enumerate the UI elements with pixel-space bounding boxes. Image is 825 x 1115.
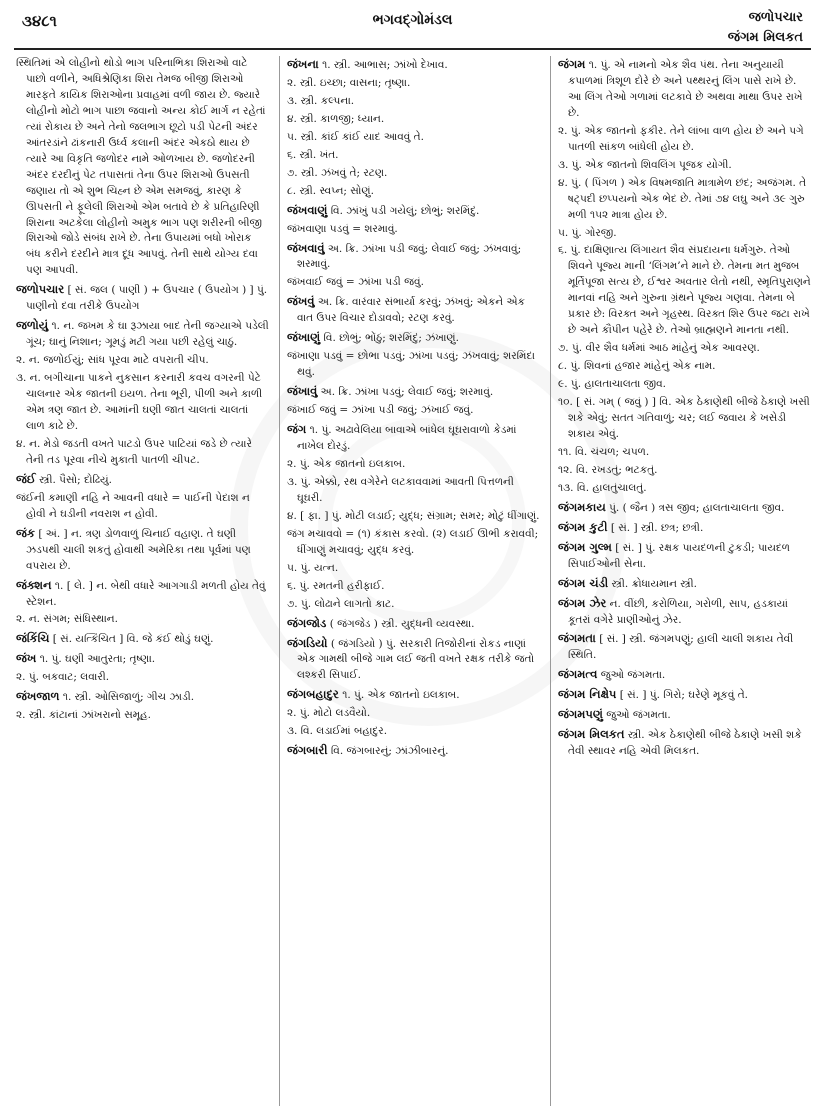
dictionary-entry — [558, 359, 811, 375]
dictionary-entry — [287, 148, 540, 164]
entry-definition: ૩. પું. એક્કો, રથ વગેરેને લટકાવવામાં આવતી પિત્તળની ઘૂઘરી. — [287, 475, 514, 504]
entry-headword: જંગમ કુટી — [558, 519, 608, 534]
entry-headword: જંગબહાદુર — [287, 687, 339, 702]
dictionary-entry — [558, 243, 811, 339]
dictionary-entry — [558, 481, 811, 497]
entry-headword: જંગમકાય — [558, 499, 606, 514]
dictionary-entry — [16, 630, 269, 648]
entry-headword: જંખવું — [287, 294, 315, 309]
dictionary-entry — [287, 329, 540, 347]
dictionary-entry — [287, 112, 540, 128]
dictionary-entry — [558, 519, 811, 537]
dictionary-entry — [287, 686, 540, 704]
dictionary-entry — [287, 706, 540, 722]
entry-definition: ૧૩. વિ. હાલતુંચાલતું. — [558, 481, 647, 494]
column-3 — [550, 56, 811, 1106]
entry-definition: ૮. સ્ત્રી. સ્વપ્ન; સોણું. — [287, 184, 374, 197]
entry-headword: જંગમ મિલકત — [558, 727, 625, 742]
entry-definition: જંખાણા પડવું = છોભા પડવું; ઝાંખા પડવું; ઝંખવાવું; શરમિંદા થવું. — [287, 350, 535, 379]
entry-definition: સ્ત્રી. ક્રોધાયમાન સ્ત્રી. — [611, 577, 697, 590]
entry-definition: [ સં. ] પું. ગિરો; ઘરેણે મૂકવું તે. — [619, 689, 749, 702]
entry-headword: જંખવાવું — [287, 240, 325, 255]
column-1 — [16, 56, 269, 1106]
entry-headword: જંગમ ચંડી — [558, 575, 609, 590]
entry-headword: જંકિંચિ — [16, 631, 50, 646]
entry-headword: જંગજોડ — [287, 615, 327, 630]
entry-definition: ૩. વિ. લડાઈમાં બહાદુર. — [287, 725, 388, 738]
entry-definition: ૨. ન. જળોઈયું; સાંધ પૂરવા માટે વપરાતી ચીપ. — [16, 354, 209, 367]
entry-headword: જંખાવું — [287, 384, 318, 399]
dictionary-entry — [558, 726, 811, 760]
entry-definition: જુઓ જંગમતા. — [606, 709, 671, 722]
entry-definition: ૬. સ્ત્રી. ખંત. — [287, 148, 339, 161]
dictionary-entry — [558, 539, 811, 573]
dictionary-entry — [287, 457, 540, 473]
entry-definition: ન. વીંછી, કરોળિયા, ગરોળી, સાપ, હડકાયાં કૂતરાં વગેરે પ્રાણીઓનું ઝેર. — [568, 597, 788, 626]
dictionary-entry — [16, 371, 269, 435]
dictionary-entry — [16, 491, 269, 523]
dictionary-entry — [16, 688, 269, 706]
dictionary-entry — [16, 56, 269, 279]
entry-headword: જંખજાળ — [16, 689, 60, 704]
entry-definition: ૮. પું. શિવનાં હજાર માંહેનું એક નામ. — [558, 360, 716, 373]
dictionary-entry — [558, 706, 811, 724]
dictionary-entry — [287, 130, 540, 146]
dictionary-entry — [558, 124, 811, 156]
entry-definition: જંગ મચાવવો = (૧) કંકાસ કરવો. (૨) લડાઈ ઊભી કરાવવી; ધીંગાણું મચાવવું; યુદ્ધ કરવું. — [287, 527, 539, 556]
entry-definition: ૨. પું. એક જાતનો ફકીર. તેને લાંબા વાળ હોય છે અને પગે પાતળી સાંકળ બાંધેલી હોય છે. — [558, 124, 804, 153]
entry-definition: [ સં. યત્કિંચિત ] વિ. જે કંઈ થોડું ઘણું. — [52, 633, 214, 646]
entry-definition: ૭. પું. લોઢાને લાગતો કાટ. — [287, 597, 395, 610]
entry-headword: જળોયું — [16, 318, 49, 333]
entry-headword: જંગમ — [558, 57, 586, 71]
dictionary-entry — [558, 575, 811, 593]
entry-definition: [ સં. ] સ્ત્રી. જંગમપણું; હાલી ચાલી શકાય તેવી સ્થિતિ. — [568, 633, 794, 662]
dictionary-entry — [558, 630, 811, 664]
dictionary-entry — [558, 226, 811, 242]
dictionary-entry — [16, 650, 269, 668]
entry-headword: જંખના — [287, 57, 319, 71]
dictionary-entry — [287, 383, 540, 401]
entry-definition: [ સં. જલ ( પાણી ) + ઉપચાર ( ઉપયોગ ) ] પું. પાણીનો દવા તરીકે ઉપયોગ — [26, 284, 268, 313]
entry-definition: ૫. પું. યત્ન. — [287, 561, 339, 574]
running-head: ભગવદ્ગોમંડલ — [372, 12, 453, 28]
dictionary-entry — [287, 724, 540, 740]
entry-definition: જંઈની કમાણી નહિ ને આવની વધારે = પાઈની પેદાશ ન હોવી ને ઘડીની નવરાશ ન હોવી. — [16, 491, 250, 520]
page-header — [12, 6, 813, 50]
dictionary-entry — [558, 377, 811, 393]
dictionary-entry — [558, 395, 811, 443]
header-rule — [14, 48, 811, 50]
entry-headword: જંગમ નિક્ષેપ — [558, 687, 617, 702]
entry-headword: જંક્શન — [16, 577, 52, 592]
entry-headword: જંખવાણું — [287, 202, 328, 217]
entry-definition: ૧. પું. ઘણી આતુરતા; તૃષ્ણા. — [39, 653, 156, 666]
entry-headword: જંગમપણું — [558, 707, 603, 722]
dictionary-entry — [287, 94, 540, 110]
entry-definition: જુઓ જંગમતા. — [600, 669, 666, 682]
dictionary-entry — [287, 240, 540, 274]
entry-headword: જંગબારી — [287, 743, 328, 758]
entry-definition: સ્ત્રી. પૈસો; દોઢિયું. — [39, 473, 112, 486]
guide-word-last: જંગમ મિલકત — [727, 30, 803, 45]
dictionary-entry — [287, 615, 540, 633]
dictionary-entry — [16, 317, 269, 351]
entry-definition: ૨. પું. મોટો લડવૈયો. — [287, 707, 371, 720]
dictionary-entry — [287, 561, 540, 577]
entry-definition: ૧૦. [ સં. ગમ્ ( જવું ) ] વિ. એક ઠેકાણેથી બીજે ઠેકાણે ખસી શકે એવું; સતત ગતિવાળું; ચર; લઈ જવાય કે ખસેડી શકાય એવું. — [558, 396, 810, 440]
entry-definition: ૧. પું. અઢાવેલિયા બાવાએ બાંધેલ ઘૂઘરાવાળો કેડમાં નાખેલ દોરડું. — [297, 424, 517, 453]
entry-definition: ૧. [ લે. ] ન. બેથી વધારે આગગાડી મળતી હોય તેવું સ્ટેશન. — [26, 579, 266, 608]
column-2 — [279, 56, 540, 1106]
entry-definition: વિ. જંગબારનું; ઝાંઝીબારનું. — [330, 745, 449, 758]
dictionary-entry — [558, 158, 811, 174]
entry-definition: અ. ક્રિ. ઝાંખા પડવું; લેવાઈ જવું; શરમાવું. — [320, 386, 494, 399]
entry-definition: ૬. પું. દાક્ષિણાત્ય લિંગાયત શૈવ સંપ્રદાયના ધર્મગુરુ. તેઓ શિવને પૂજ્ય માની ‘લિંગમ’ને માને છે. તેમના મત મુજબ મૂર્તિપૂજા સત્ય છે, ઈશ્વર અવતાર લેતો નથી, સ્મૃતિપુરાણને માનવાં નહિ અને ગુરુના ગ્રંથને પૂજ્ય ગણવા. તેમના બે પ્રકાર છે: વિરક્ત અને ગૃહસ્થ. વિરક્ત શિર ઉપર જટા રાખે છે અને કૌપીન પહેરે છે. તેઓ બ્રાહ્મણને માનતા નથી. — [558, 244, 811, 337]
dictionary-entry — [16, 708, 269, 724]
entry-headword: જળોપચાર — [16, 282, 65, 297]
entry-definition: ૫. પું. ગોરજી. — [558, 226, 617, 239]
entry-headword: જંક — [16, 525, 35, 540]
entry-definition: ૫. સ્ત્રી. કાંઈ કાંઈ યાદ આવવું તે. — [287, 130, 424, 143]
entry-headword: જંગ — [287, 422, 307, 437]
entry-definition: [ સં. ] સ્ત્રી. છત્ર; છત્રી. — [610, 521, 704, 534]
entry-headword: જંગડિયો — [287, 635, 328, 650]
entry-definition: અ. ક્રિ. વારંવાર સંભાર્યા કરવું; ઝંખવું; એકને એક વાત ઉપર વિચાર દોડાવવો; રટણ કરવું. — [297, 296, 525, 325]
entry-definition: જંખવાઈ જવું = ઝાંખા પડી જવું. — [287, 276, 424, 289]
dictionary-entry — [287, 222, 540, 238]
dictionary-entry — [16, 437, 269, 469]
dictionary-entry — [287, 579, 540, 595]
dictionary-entry — [287, 293, 540, 327]
dictionary-entry — [16, 281, 269, 315]
entry-definition: ૧. પું. એક જાતનો ઇલકાબ. — [342, 689, 460, 702]
dictionary-entry — [16, 612, 269, 628]
entry-headword: જંગમતા — [558, 631, 596, 646]
entry-headword: જંઈ — [16, 471, 36, 486]
entry-definition: ૧૨. વિ. રખડતું; ભટકતું. — [558, 463, 658, 476]
entry-headword: જંખ — [16, 651, 37, 666]
dictionary-entry — [287, 349, 540, 381]
entry-definition: જંખાઈ જવું = ઝાંખા પડી જવું; ઝંખાઈ જવું. — [287, 404, 474, 417]
entry-definition: ૭. પું. વીર શૈવ ધર્મમાં આઠ માંહેનું એક આવરણ. — [558, 342, 760, 355]
entry-definition: ૩. ન. બગીચાના પાકને નુકસાન કરનારી કવચ વગરની પેટે ચાલનાર એક જાતની ઇયળ. તેના ભૂરી, પીળી અને કાળી એમ ત્રણ જાત છે. આમાંની ઘણી જાત ચાલતાં ચાલતાં લાળ કાઢે છે. — [16, 372, 263, 432]
entry-definition: ૩. સ્ત્રી. કલ્પના. — [287, 94, 355, 107]
dictionary-entry — [287, 202, 540, 220]
entry-definition: ૪. સ્ત્રી. કાળજી; ધ્યાન. — [287, 112, 385, 125]
entry-definition: ( જંગજેડ ) સ્ત્રી. યુદ્ધની વ્યવસ્થા. — [329, 617, 475, 630]
entry-definition: વિ. ઝાંખું પડી ગયેલું; છોભું; શરમિંદું. — [330, 204, 480, 217]
dictionary-entry — [558, 445, 811, 461]
dictionary-entry — [558, 499, 811, 517]
dictionary-entry — [558, 595, 811, 629]
entry-headword: જંગમ ગુલ્મ — [558, 539, 612, 554]
entry-definition: પું. ( જૈન ) ત્રસ જીવ; હાલતાચાલતા જીવ. — [609, 501, 785, 514]
dictionary-entry — [16, 670, 269, 686]
columns-container — [16, 56, 811, 1106]
dictionary-entry — [287, 275, 540, 291]
dictionary-entry — [287, 403, 540, 419]
dictionary-entry — [16, 525, 269, 575]
entry-definition: અ. ક્રિ. ઝાંખા પડી જવું; લેવાઈ જવું; ઝંખવાવું; શરમાવું. — [297, 242, 522, 271]
entry-definition: જંખવાણા પડવું = શરમાવું. — [287, 222, 398, 235]
dictionary-entry — [16, 471, 269, 489]
dictionary-entry — [287, 509, 540, 525]
guide-word-first: જળોપચાર — [748, 10, 803, 25]
dictionary-entry — [287, 742, 540, 760]
entry-definition: [ સં. ] પું. રક્ષક પાયદળની ટુકડી; પાયદળ સિપાઈઓની સેના. — [568, 541, 790, 570]
entry-definition: ૩. પું. એક જાતનો શિવલિંગ પૂજક યોગી. — [558, 158, 732, 171]
entry-definition: ૭. સ્ત્રી. ઝંખવું તે; રટણ. — [287, 166, 388, 179]
dictionary-entry — [287, 184, 540, 200]
entry-definition: ૧. ન. જખમ કે ઘા રૂઝાયા બાદ તેની જગ્યાએ પડેલી ગૂંચ; ઘાનું નિશાન; ગૂમડું મટી ગયા પછી રહેલું ચાઠું. — [26, 320, 269, 349]
entry-definition: ૧. સ્ત્રી. આભાસ; ઝાંખો દેખાવ. — [322, 59, 448, 71]
entry-headword: જંગમત્વ — [558, 667, 598, 682]
dictionary-entry — [16, 353, 269, 369]
entry-definition: ૪. [ ફા. ] પું. મોટી લડાઈ; યુદ્ધ; સંગ્રામ; સમર; મોટું ધીંગાણું. — [287, 509, 540, 522]
entry-definition: [ અં. ] ન. ત્રણ ડોળવાળું ચિનાઈ વહાણ. તે ઘણી ઝડપથી ચાલી શકતું હોવાથી અમેરિકા તથા પૂર્વમાં પણ વપરાય છે. — [26, 527, 251, 572]
dictionary-entry — [287, 527, 540, 559]
dictionary-entry — [287, 421, 540, 455]
dictionary-entry — [287, 76, 540, 92]
entry-definition: ૨. સ્ત્રી. કાંટાનાં ઝાંખરાનો સમૂહ. — [16, 709, 151, 722]
dictionary-entry — [287, 475, 540, 507]
entry-definition: ૪. ન. મેડો જડતી વખતે પાટડો ઉપર પાટિયાં જડે છે ત્યારે તેની તડ પૂરવા નીચે મુકાતી પાતળી ચીપટ. — [16, 437, 252, 466]
dictionary-entry — [287, 56, 540, 74]
dictionary-entry — [16, 577, 269, 611]
entry-definition: ૧. પું. એ નામનો એક શૈવ પંથ. તેના અનુયાયી કપાળમાં ત્રિશૂળ દોરે છે અને પથ્થરનું લિંગ પાસે રાખે છે. આ લિંગ તેઓ ગળામાં લટકાવે છે અથવા માથા ઉપર રાખે છે. — [568, 59, 803, 119]
dictionary-entry — [558, 341, 811, 357]
entry-definition: ૨. પું. એક જાતનો ઇલકાબ. — [287, 457, 406, 470]
entry-definition: ૨. પું. બકવાટ; લવારી. — [16, 671, 110, 684]
dictionary-entry — [558, 176, 811, 224]
dictionary-entry — [558, 56, 811, 122]
entry-definition: ૧. સ્ત્રી. ઓસિજાળું; ગીચ ઝાડી. — [62, 691, 195, 704]
dictionary-entry — [558, 666, 811, 684]
dictionary-entry — [558, 463, 811, 479]
entry-headword: જંગમ ઝેર — [558, 595, 607, 610]
dictionary-entry — [287, 597, 540, 613]
entry-definition: ૨. ન. સંગમ; સંધિસ્થાન. — [16, 613, 118, 626]
entry-definition: ( જંગડિયો ) પું. સરકારી તિજોરીનાં રોકડ નાણાં એક ગામથી બીજે ગામ લઈ જતી વખતે રક્ષક તરીકે જતો લશ્કરી સિપાઈ. — [297, 637, 535, 682]
dictionary-entry — [287, 635, 540, 685]
dictionary-entry — [287, 166, 540, 182]
entry-definition: ૨. સ્ત્રી. ઇચ્છા; વાસના; તૃષ્ણા. — [287, 76, 411, 89]
entry-definition: ૬. પું. રમતની હરીફાઈ. — [287, 579, 385, 592]
entry-definition: ૯. પું. હાલતાચાલતા જીવ. — [558, 378, 667, 391]
entry-definition: સ્ત્રી. એક ઠેકાણેથી બીજે ઠેકાણે ખસી શકે તેવી સ્થાવર નહિ એવી મિલકત. — [568, 729, 802, 758]
dictionary-entry — [558, 686, 811, 704]
page-number: ૩૪૮૧ — [22, 12, 57, 30]
entry-definition: ૧૧. વિ. ચંચળ; ચપળ. — [558, 445, 650, 458]
entry-definition: સ્થિતિમાં એ લોહીનો થોડો ભાગ પરિનાભિકા શિરાઓ વાટે પાછો વળીને, અધિશ્રેણિકા શિરા તેમજ બીજી શિરાઓ મારફતે કાયિક શિરાઓના પ્રવાહમાં વળી જાય છે. જ્યારે લોહીનો મોટો ભાગ પાછા જવાનો અન્ય કોઈ માર્ગ ન રહેતાં ત્યાં રોકાય છે અને તેનો જલભાગ છૂટો પડી પેટની અંદર આંતરડાંને ઢાંકનારી ઉર્ધ્વ કલાની અંદર એકઠો થાય છે ત્યારે આ વિકૃતિ જળોદર નામે ઓળખાય છે. જળોદરની અંદર દરદીનું પેટ તપાસતાં તેના ઉપર શિરાઓ ઉપસતી જણાય તો એ શુભ ચિહ્ન છે એમ સમજવું, કારણ કે ઊપસતી ને ફૂલેલી શિરાઓ એમ બતાવે છે કે પ્રતિહારિણી શિરાના અટકેલા લોહીનો અમુક ભાગ પણ શરીરની બીજી શિરાઓ જોડે સંબંધ રાખે છે. તેના ઉપાયમાં બધો ખોરાક બંધ કરીને દરદીને માત્ર દૂધ આપવું. તેની સાથે યોગ્ય દવા પણ આપવી. — [16, 57, 266, 277]
entry-definition: વિ. છોભું; ભોંઠું; શરમિંદું; ઝંખાણું. — [323, 332, 459, 345]
entry-headword: જંખાણું — [287, 330, 321, 345]
entry-definition: ૪. પું. ( પિંગળ ) એક વિષમજાતિ માત્રામેળ છંદ; અજંગમ. તે ષટ્પદી છપ્પયનો એક ભેદ છે. તેમાં ૭૪ લઘુ અને ૩૯ ગુરુ મળી ૧૫૨ માત્રા હોય છે. — [558, 176, 807, 221]
